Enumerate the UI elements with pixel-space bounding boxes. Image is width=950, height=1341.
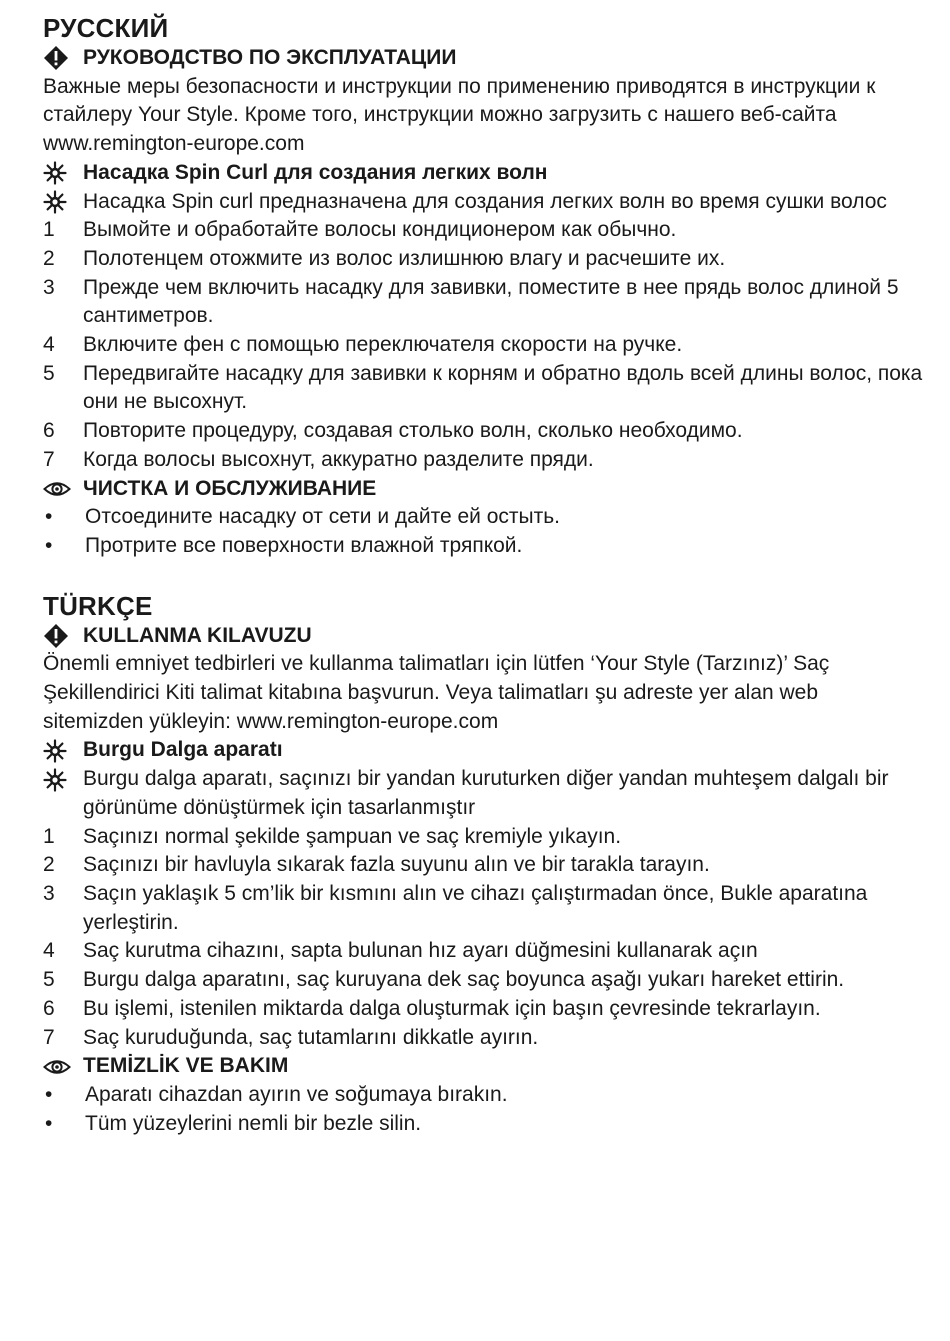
list-item (43, 274, 923, 331)
bullet-marker: • (45, 533, 53, 557)
section-turkish (43, 590, 923, 1139)
list-item (43, 966, 923, 995)
list-item (43, 1024, 923, 1053)
list-item (43, 1081, 923, 1110)
bullet-text: Отсоедините насадку от сети и дайте ей остыть. (85, 505, 561, 529)
intro-paragraph: Важные меры безопасности и инструкции по применению приводятся в инструкции к стайлеру Your Style. Кроме того, инструкции можно загрузить с нашего веб-сайта www.remington-europe.com (43, 74, 876, 156)
list-item (43, 446, 923, 475)
step-number: 6 (43, 419, 55, 443)
list-item (43, 937, 923, 966)
list-item (43, 532, 923, 561)
list-item (43, 995, 923, 1024)
bullet-text: Tüm yüzeylerini nemli bir bezle silin. (85, 1111, 422, 1135)
step-number: 2 (43, 853, 55, 877)
list-item (43, 880, 923, 937)
feature-text: Burgu dalga aparatı, saçınızı bir yandan kuruturken diğer yandan muhteşem dalgalı bir görünüme dönüştürmek için tasarlanmıştır (83, 767, 889, 819)
sun-gear-icon (43, 159, 83, 188)
list-item (43, 1110, 923, 1139)
feature-heading-row (43, 159, 923, 188)
step-number: 1 (43, 824, 55, 848)
section-russian (43, 12, 923, 561)
bullet-marker: • (45, 505, 53, 529)
steps-list (43, 823, 923, 1053)
manual-heading: РУКОВОДСТВО ПО ЭКСПЛУАТАЦИИ (83, 46, 457, 69)
step-text: Saçınızı bir havluyla sıkarak fazla suyunu alın ve bir tarakla tarayın. (83, 853, 710, 877)
feature-text-row (43, 188, 923, 217)
step-text: Saç kurutma cihazını, sapta bulunan hız ayarı düğmesini kullanarak açın (83, 939, 758, 963)
bullet-text: Протрите все поверхности влажной тряпкой. (85, 533, 523, 557)
step-number: 7 (43, 447, 55, 471)
bullet-marker: • (45, 1111, 53, 1135)
bullet-marker: • (45, 1082, 53, 1106)
feature-text-row (43, 765, 923, 822)
sun-gear-icon (43, 765, 83, 794)
manual-heading-row (43, 622, 923, 651)
step-number: 6 (43, 996, 55, 1020)
step-text: Saç kuruduğunda, saç tutamlarını dikkatle ayırın. (83, 1025, 539, 1049)
step-text: Передвигайте насадку для завивки к корням и обратно вдоль всей длины волос, пока они не высохнут. (83, 361, 923, 414)
manual-heading: KULLANMA KILAVUZU (83, 623, 312, 647)
bullet-text: Aparatı cihazdan ayırın ve soğumaya bırakın. (85, 1082, 508, 1106)
step-number: 5 (43, 361, 55, 385)
cleaning-heading-row (43, 1052, 923, 1081)
bullet-list (43, 1081, 923, 1138)
step-text: Bu işlemi, istenilen miktarda dalga oluşturmak için başın çevresinde tekrarlayın. (83, 996, 821, 1020)
step-number: 5 (43, 968, 55, 992)
intro-paragraph: Önemli emniyet tedbirleri ve kullanma talimatları için lütfen ‘Your Style (Tarzınız)’ Saç Şekillendirici Kiti talimat kitabına başvurun. Veya talimatları şu adreste yer alan web sitemizden yükleyin: www.remington-europe.com (43, 652, 830, 733)
list-item (43, 417, 923, 446)
eye-icon (43, 1052, 83, 1081)
list-item (43, 245, 923, 274)
sun-gear-icon (43, 188, 83, 217)
eye-icon (43, 475, 83, 504)
warning-diamond-icon (43, 44, 83, 73)
step-number: 4 (43, 333, 55, 357)
feature-heading-row (43, 736, 923, 765)
step-text: Saçınızı normal şekilde şampuan ve saç kremiyle yıkayın. (83, 824, 622, 848)
step-number: 7 (43, 1025, 55, 1049)
steps-list (43, 216, 923, 474)
feature-heading: Насадка Spin Curl для создания легких волн (83, 160, 548, 184)
step-text: Когда волосы высохнут, аккуратно разделите пряди. (83, 447, 594, 471)
list-item (43, 331, 923, 360)
language-title: РУССКИЙ (43, 13, 169, 43)
list-item (43, 216, 923, 245)
step-text: Полотенцем отожмите из волос излишнюю влагу и расчешите их. (83, 246, 726, 270)
step-number: 2 (43, 246, 55, 270)
step-text: Вымойте и обработайте волосы кондиционером как обычно. (83, 218, 677, 242)
list-item (43, 823, 923, 852)
step-number: 4 (43, 939, 55, 963)
step-text: Прежде чем включить насадку для завивки, поместите в нее прядь волос длиной 5 сантиметров. (83, 275, 899, 328)
cleaning-heading: TEMİZLİK VE BAKIM (83, 1054, 289, 1078)
sun-gear-icon (43, 736, 83, 765)
list-item (43, 851, 923, 880)
step-number: 3 (43, 275, 55, 299)
step-number: 3 (43, 881, 55, 905)
feature-heading: Burgu Dalga aparatı (83, 738, 283, 762)
step-number: 1 (43, 218, 55, 242)
cleaning-heading-row (43, 475, 923, 504)
bullet-list (43, 503, 923, 560)
manual-page (43, 12, 923, 1138)
feature-text: Насадка Spin curl предназначена для создания легких волн во время сушки волос (83, 189, 887, 213)
manual-heading-row (43, 44, 923, 73)
list-item (43, 503, 923, 532)
cleaning-heading: ЧИСТКА И ОБСЛУЖИВАНИЕ (83, 476, 377, 500)
warning-diamond-icon (43, 622, 83, 651)
step-text: Повторите процедуру, создавая столько волн, сколько необходимо. (83, 419, 743, 443)
language-title: TÜRKÇE (43, 590, 153, 621)
step-text: Saçın yaklaşık 5 cm’lik bir kısmını alın ve cihazı çalıştırmadan önce, Bukle aparatına yerleştirin. (83, 881, 868, 934)
step-text: Burgu dalga aparatını, saç kuruyana dek saç boyunca aşağı yukarı hareket ettirin. (83, 968, 845, 992)
step-text: Включите фен с помощью переключателя скорости на ручке. (83, 333, 683, 357)
list-item (43, 360, 923, 417)
